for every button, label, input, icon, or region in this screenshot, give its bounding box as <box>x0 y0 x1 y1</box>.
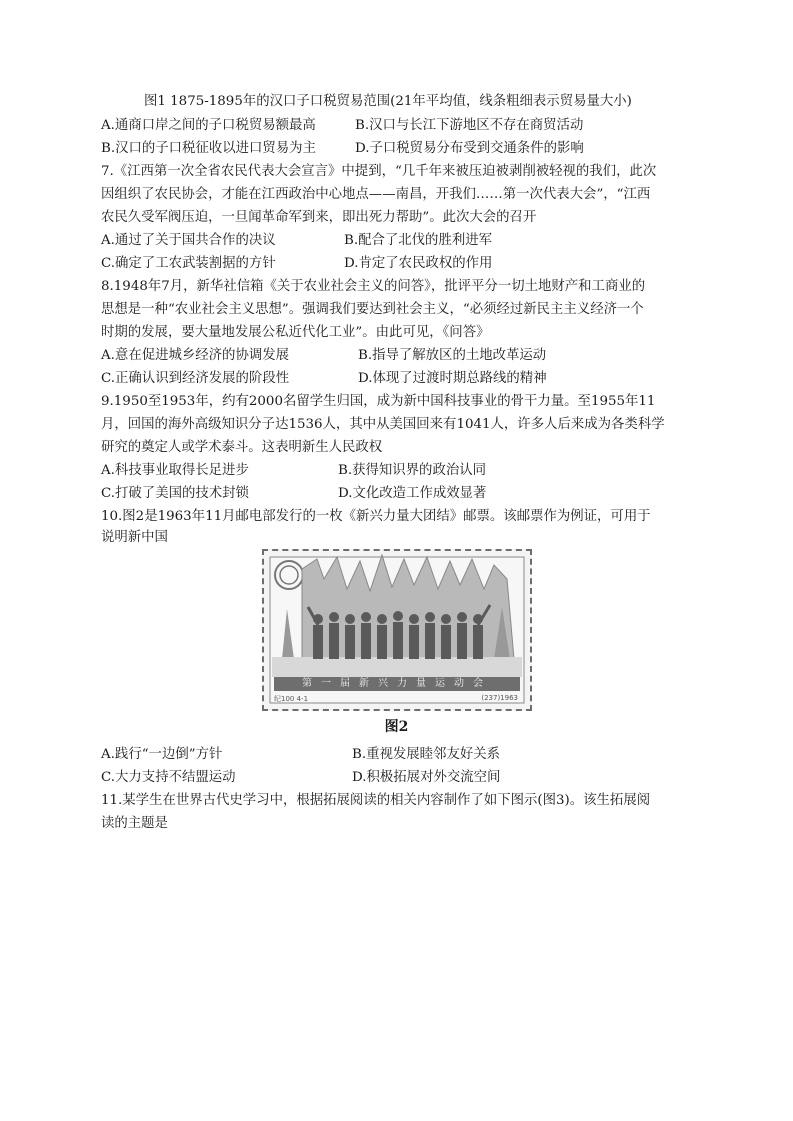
q11-stem-line: 读的主题是 <box>101 816 168 831</box>
q9-stem-line: 月，回国的海外高级知识分子达1536人，其中从美国回来有1041人，许多人后来成为各类科学 <box>101 417 665 432</box>
q6-option-c[interactable]: B.汉口的子口税征收以进口贸易为主 <box>101 141 316 156</box>
q9-stem-line: 9.1950至1953年，约有2000名留学生归国，成为新中国科技事业的骨干力量。至1955年11 <box>101 394 656 409</box>
stamp-code-right: (237)1963 <box>481 694 518 702</box>
q7-option-c[interactable]: C.确定了工农武装割据的方针 <box>101 256 276 271</box>
q8-option-d[interactable]: D.体现了过渡时期总路线的精神 <box>358 371 547 386</box>
q9-stem-line: 研究的奠定人或学术泰斗。这表明新生人民政权 <box>101 440 383 455</box>
stamp-banner-text: 第一届新兴力量运动会 <box>302 678 492 689</box>
q6-option-d[interactable]: D.子口税贸易分布受到交通条件的影响 <box>355 141 584 156</box>
q10-stem-line: 说明新中国 <box>101 530 168 545</box>
q8-stem-line: 8.1948年7月，新华社信箱《关于农业社会主义的问答》，批评平分一切土地财产和工商业的 <box>101 279 646 294</box>
q7-option-a[interactable]: A.通过了关于国共合作的决议 <box>101 233 276 248</box>
q9-option-d[interactable]: D.文化改造工作成效显著 <box>338 486 487 501</box>
q8-stem-line: 时期的发展，要大量地发展公私近代化工业”。由此可见，《问答》 <box>101 325 490 340</box>
q8-option-b[interactable]: B.指导了解放区的土地改革运动 <box>358 348 547 363</box>
q10-option-b[interactable]: B.重视发展睦邻友好关系 <box>352 747 501 762</box>
figure-2-label: 图2 <box>384 719 409 735</box>
q9-option-a[interactable]: A.科技事业取得长足进步 <box>101 463 249 478</box>
q9-option-c[interactable]: C.打破了美国的技术封锁 <box>101 486 249 501</box>
q6-option-a[interactable]: A.通商口岸之间的子口税贸易额最高 <box>101 118 316 133</box>
stamp-code-left: 纪100 4-1 <box>274 695 309 703</box>
q7-stem-line: 农民久受军阀压迫，一旦闻革命军到来，即出死力帮助”。此次大会的召开 <box>101 210 537 225</box>
q7-option-b[interactable]: B.配合了北伐的胜利进军 <box>344 233 493 248</box>
stamp-image <box>262 549 532 711</box>
q10-stem-line: 10.图2是1963年11月邮电部发行的一枚《新兴力量大团结》邮票。该邮票作为例证，可用于 <box>101 509 651 524</box>
q11-stem-line: 11.某学生在世界古代史学习中，根据拓展阅读的相关内容制作了如下图示(图3)。该生拓展阅 <box>101 793 651 808</box>
q8-stem-line: 思想是一种“农业社会主义思想”。强调我们要达到社会主义，“必须经过新民主主义经济一个 <box>101 302 644 317</box>
q7-stem-line: 因组织了农民协会，才能在江西政治中心地点——南昌，开我们……第一次代表大会”，“江西 <box>101 187 651 202</box>
q8-option-a[interactable]: A.意在促进城乡经济的协调发展 <box>101 348 290 363</box>
q6-option-b[interactable]: B.汉口与长江下游地区不存在商贸活动 <box>355 118 584 133</box>
q10-option-d[interactable]: D.积极拓展对外交流空间 <box>352 770 501 785</box>
q7-option-d[interactable]: D.肯定了农民政权的作用 <box>344 256 493 271</box>
q8-option-c[interactable]: C.正确认识到经济发展的阶段性 <box>101 371 290 386</box>
q7-stem-line: 7.《江西第一次全省农民代表大会宣言》中提到，“几千年来被压迫被剥削被轻视的我们，此次 <box>101 164 657 179</box>
figure-1-caption: 图1 1875-1895年的汉口子口税贸易范围(21年平均值，线条粗细表示贸易量大小) <box>144 94 632 109</box>
q10-option-c[interactable]: C.大力支持不结盟运动 <box>101 770 236 785</box>
q9-option-b[interactable]: B.获得知识界的政治认同 <box>338 463 487 478</box>
q10-option-a[interactable]: A.践行“一边倒”方针 <box>101 747 223 762</box>
